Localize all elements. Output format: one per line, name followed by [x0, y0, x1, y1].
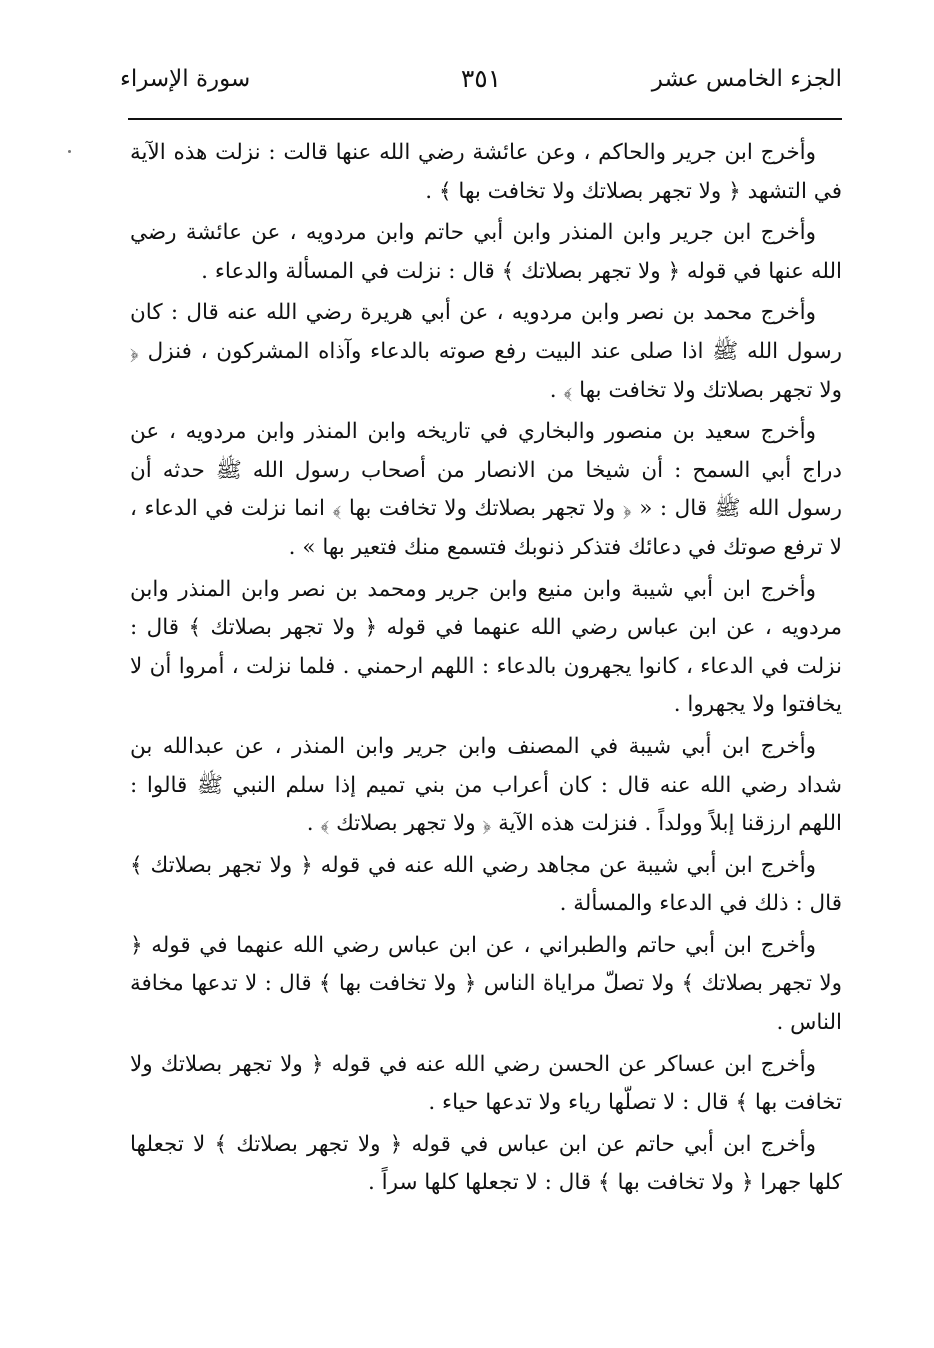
paragraph: وأخرج محمد بن نصر وابن مردويه ، عن أبي هريرة رضي الله عنه قال : كان رسول الله ﷺ اذا صلى عند البيت رفع صوته بالدعاء وآذاه المشركون ، فنزل ﴿ ولا تجهر بصلاتك ولا تخافت بها ﴾ . — [130, 300, 842, 403]
paragraph: وأخرج ابن عساكر عن الحسن رضي الله عنه في قوله ﴿ ولا تجهر بصلاتك ولا تخافت بها ﴾ قال : لا تصلّها رياء ولا تدعها حياء . — [130, 1051, 842, 1116]
running-header — [120, 56, 842, 106]
paragraph: وأخرج ابن أبي شيبة عن مجاهد رضي الله عنه في قوله ﴿ ولا تجهر بصلاتك ﴾ قال : ذلك في الدعاء والمسألة . — [130, 852, 842, 917]
paragraph: وأخرج ابن أبي حاتم عن ابن عباس في قوله ﴿ ولا تجهر بصلاتك ﴾ لا تجعلها كلها جهرا ﴿ ولا تخافت بها ﴾ قال : لا تجعلها كلها سراً . — [130, 1131, 842, 1196]
margin-speck — [68, 150, 71, 153]
page-body — [130, 134, 842, 1203]
paragraph: وأخرج سعيد بن منصور والبخاري في تاريخه وابن المنذر وابن مردويه ، عن دراج أبي السمح : أن شيخا من الانصار من أصحاب رسول الله ﷺ حدثه أن رسول الله ﷺ قال : « ﴿ ولا تجهر بصلاتك ولا تخافت بها ﴾ انما نزلت في الدعاء ، لا ترفع صوتك في دعائك فتذكر ذنوبك فتسمع منك فتعير بها » . — [130, 419, 843, 560]
part-title: الجزء الخامس عشر — [651, 66, 842, 92]
paragraph: وأخرج ابن أبي شيبة في المصنف وابن جرير وابن المنذر ، عن عبدالله بن شداد رضي الله عنه قال : كان أعراب من بني تميم إذا سلم النبي ﷺ قالوا : اللهم ارزقنا إبلاً وولداً . فنزلت هذه الآية ﴿ ولا تجهر بصلاتك ﴾ . — [130, 733, 842, 837]
paragraph: وأخرج ابن أبي شيبة وابن منيع وابن جرير ومحمد بن نصر وابن المنذر وابن مردويه ، عن ابن عباس رضي الله عنهما في قوله ﴿ ولا تجهر بصلاتك ﴾ قال : نزلت في الدعاء ، كانوا يجهرون بالدعاء : اللهم ارحمني . فلما نزلت ، أمروا أن لا يخافتوا ولا يجهروا . — [130, 576, 842, 718]
surah-title: سورة الإسراء — [120, 66, 251, 92]
paragraph: وأخرج ابن جرير وابن المنذر وابن أبي حاتم وابن مردويه ، عن عائشة رضي الله عنها في قوله ﴿ ولا تجهر بصلاتك ﴾ قال : نزلت في المسألة والدعاء . — [130, 220, 842, 284]
page-number: ٣٥١ — [460, 64, 502, 93]
paragraph: وأخرج ابن أبي حاتم والطبراني ، عن ابن عباس رضي الله عنهما في قوله ﴿ ولا تجهر بصلاتك ﴾ ولا تصلّ مراياة الناس ﴿ ولا تخافت بها ﴾ قال : لا تدعها مخافة الناس . — [130, 932, 842, 1036]
header-rule — [128, 118, 842, 120]
paragraph: وأخرج ابن جرير والحاكم ، وعن عائشة رضي الله عنها قالت : نزلت هذه الآية في التشهد ﴿ ولا تجهر بصلاتك ولا تخافت بها ﴾ . — [130, 140, 842, 204]
